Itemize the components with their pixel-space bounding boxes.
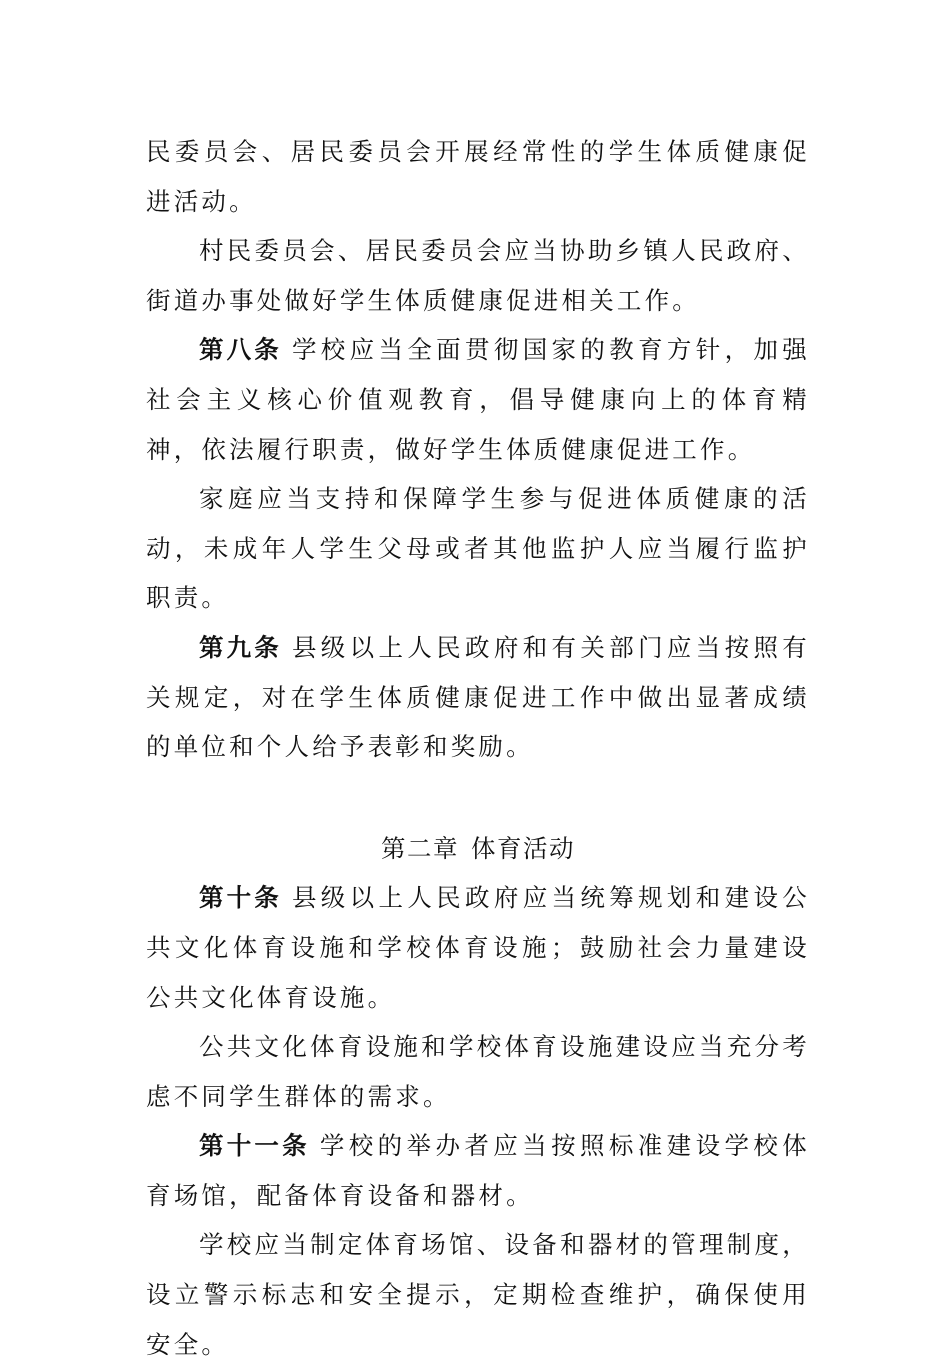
article-text: 县级以上人民政府应当统筹规划和建设公共文化体育设施和学校体育设施；鼓励社会力量建设公共文化体育设施。 [146,883,810,1012]
article-text: 学校的举办者应当按照标准建设学校体育场馆，配备体育设备和器材。 [146,1131,811,1210]
article-text: 县级以上人民政府和有关部门应当按照有关规定，对在学生体质健康促进工作中做出显著成绩的单位和个人给予表彰和奖励。 [146,632,810,762]
paragraph: 家庭应当支持和保障学生参与促进体质健康的活动，未成年人学生父母或者其他监护人应当履行监护职责。 [146,484,810,613]
paragraph: 学校应当制定体育场馆、设备和器材的管理制度，设立警示标志和安全提示，定期检查维护，确保使用安全。 [146,1230,810,1359]
paragraph: 公共文化体育设施和学校体育设施建设应当充分考虑不同学生群体的需求。 [146,1032,810,1111]
spacer [146,772,810,824]
article-9 [146,623,810,772]
chapter-number: 第二章 [381,833,459,863]
article-8 [146,325,810,474]
chapter-heading [146,824,810,874]
paragraph: 村民委员会、居民委员会应当协助乡镇人民政府、街道办事处做好学生体质健康促进相关工作。 [146,236,810,315]
document-page [146,127,810,1369]
article-label: 第九条 [199,632,282,662]
article-10 [146,873,810,1022]
article-label: 第十一条 [199,1131,310,1161]
article-label: 第十条 [199,883,282,913]
article-text: 学校应当全面贯彻国家的教育方针，加强社会主义核心价值观教育，倡导健康向上的体育精神，依法履行职责，做好学生体质健康促进工作。 [146,335,810,464]
article-11 [146,1121,810,1220]
paragraph-continuation: 民委员会、居民委员会开展经常性的学生体质健康促进活动。 [146,137,810,216]
chapter-title: 体育活动 [471,833,575,863]
article-label: 第八条 [199,335,282,365]
